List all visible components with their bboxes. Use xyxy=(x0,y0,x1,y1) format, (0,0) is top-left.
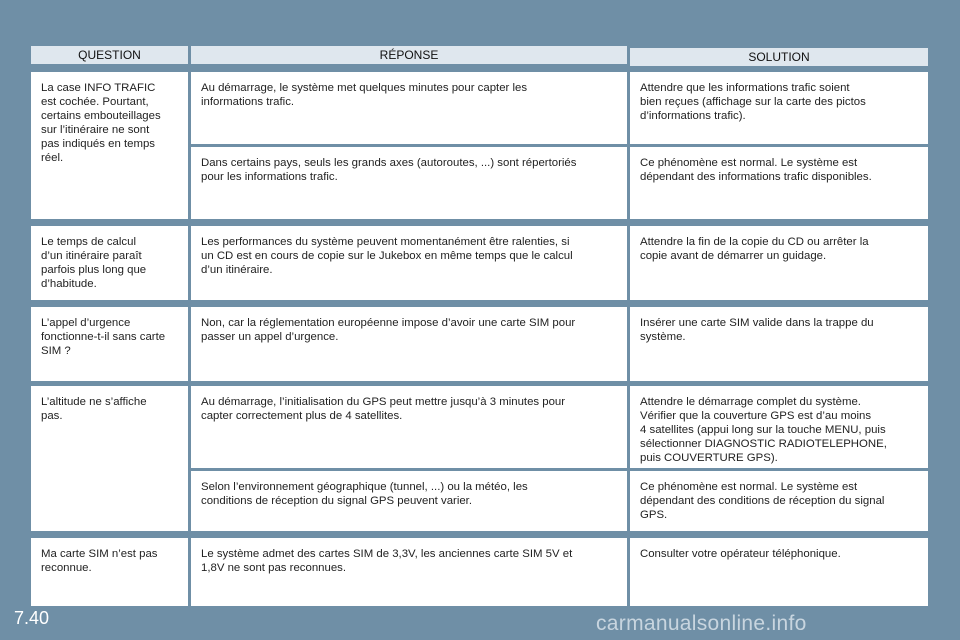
reponse-cell: Au démarrage, le système met quelques minutes pour capter les informations trafic. xyxy=(191,72,627,144)
question-cell: La case INFO TRAFIC est cochée. Pourtant, certains embouteillages sur l’itinéraire ne sont pas indiqués en temps réel. xyxy=(31,72,188,219)
reponse-cell: Les performances du système peuvent momentanément être ralenties, si un CD est en cours de copie sur le Jukebox en même temps que le calcul d’un itinéraire. xyxy=(191,226,627,300)
reponse-cell: Le système admet des cartes SIM de 3,3V, les anciennes carte SIM 5V et 1,8V ne sont pas reconnues. xyxy=(191,538,627,606)
header-question: QUESTION xyxy=(31,46,188,64)
solution-cell: Attendre le démarrage complet du système. Vérifier que la couverture GPS est d’au moins 4 satellites (appui long sur la touche MENU, puis sélectionner DIAGNOSTIC RADIOTELEPHONE, puis COUVERTURE GPS). xyxy=(630,386,928,468)
question-cell: Le temps de calcul d’un itinéraire paraît parfois plus long que d’habitude. xyxy=(31,226,188,300)
header-solution: SOLUTION xyxy=(630,48,928,66)
solution-cell: Ce phénomène est normal. Le système est dépendant des conditions de réception du signal GPS. xyxy=(630,471,928,531)
solution-cell: Insérer une carte SIM valide dans la trappe du système. xyxy=(630,307,928,381)
solution-cell: Consulter votre opérateur téléphonique. xyxy=(630,538,928,606)
watermark: carmanualsonline.info xyxy=(596,612,807,635)
question-cell: L’altitude ne s’affiche pas. xyxy=(31,386,188,531)
reponse-cell: Selon l’environnement géographique (tunnel, ...) ou la météo, les conditions de réception du signal GPS peuvent varier. xyxy=(191,471,627,531)
solution-cell: Attendre la fin de la copie du CD ou arrêter la copie avant de démarrer un guidage. xyxy=(630,226,928,300)
solution-cell: Ce phénomène est normal. Le système est dépendant des informations trafic disponibles. xyxy=(630,147,928,219)
question-cell: L’appel d’urgence fonctionne-t-il sans carte SIM ? xyxy=(31,307,188,381)
solution-cell: Attendre que les informations trafic soient bien reçues (affichage sur la carte des pictos d’informations trafic). xyxy=(630,72,928,144)
reponse-cell: Dans certains pays, seuls les grands axes (autoroutes, ...) sont répertoriés pour les informations trafic. xyxy=(191,147,627,219)
reponse-cell: Au démarrage, l’initialisation du GPS peut mettre jusqu’à 3 minutes pour capter correctement plus de 4 satellites. xyxy=(191,386,627,468)
header-reponse: RÉPONSE xyxy=(191,46,627,64)
question-cell: Ma carte SIM n’est pas reconnue. xyxy=(31,538,188,606)
page-number: 7.40 xyxy=(14,608,50,628)
reponse-cell: Non, car la réglementation européenne impose d’avoir une carte SIM pour passer un appel d’urgence. xyxy=(191,307,627,381)
